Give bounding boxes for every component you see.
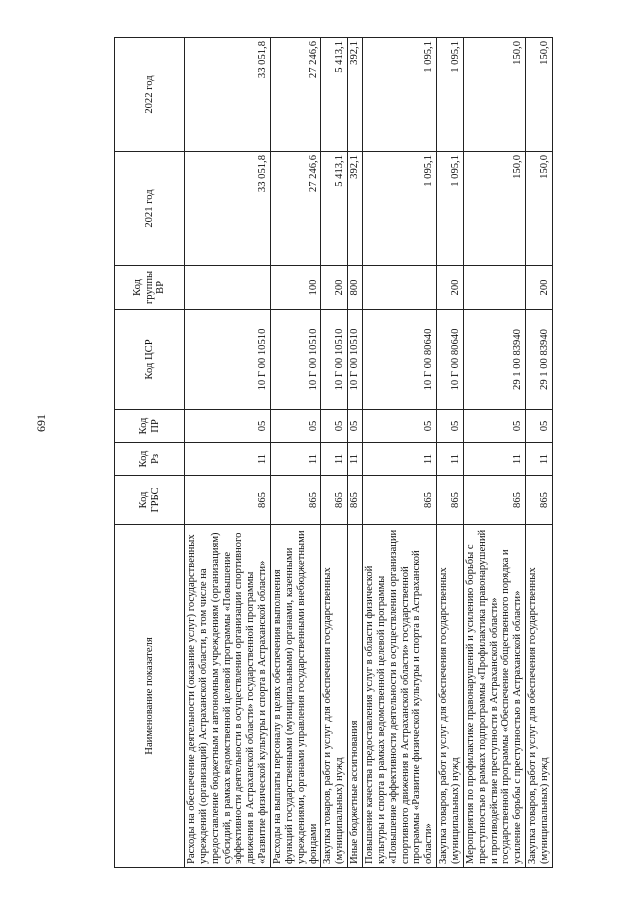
cell-y2021: 5 413,1 <box>321 152 348 266</box>
cell-rz: 11 <box>321 443 348 476</box>
cell-name: Закупка товаров, работ и услуг для обеспечения государственных (муниципальных) нужд <box>526 525 553 868</box>
cell-grbs: 865 <box>463 476 525 525</box>
table-row <box>437 38 464 868</box>
cell-pr: 05 <box>463 410 525 443</box>
cell-rz: 11 <box>363 443 437 476</box>
cell-grbs: 865 <box>185 476 271 525</box>
cell-y2021: 27 246,6 <box>271 152 321 266</box>
cell-pr: 05 <box>271 410 321 443</box>
header-name: Наименование показателя <box>115 525 185 868</box>
cell-csr: 10 Г 00 10510 <box>321 310 348 410</box>
cell-name: Расходы на обеспечение деятельности (оказание услуг) государственных учреждений (организаций) Астраханской области, в том числе на предоставление бюджетным и автономным учреждениям (организациям) субсидий, в рамках ведомственной целевой программы «Повышение эффективности деятельности в осуществлении организации спортивного движения в Астраханской области» государственной программы «Развитие физической культуры и спорта в Астраханской области» <box>185 525 271 868</box>
cell-name: Закупка товаров, работ и услуг для обеспечения государственных (муниципальных) нужд <box>437 525 464 868</box>
cell-grbs: 865 <box>348 476 363 525</box>
cell-name: Иные бюджетные ассигнования <box>348 525 363 868</box>
cell-y2022: 392,1 <box>348 38 363 152</box>
cell-csr: 10 Г 00 80640 <box>437 310 464 410</box>
table-row <box>271 38 321 868</box>
cell-pr: 05 <box>363 410 437 443</box>
cell-vr: 200 <box>437 266 464 310</box>
cell-grbs: 865 <box>363 476 437 525</box>
header-row <box>115 38 185 868</box>
header-2022: 2022 год <box>115 38 185 152</box>
budget-table <box>114 37 553 868</box>
cell-name: Мероприятия по профилактике правонарушений и усилению борьбы с преступностью в рамках подпрограммы «Профилактика правонарушений и противодействие преступности в Астраханской области» государственной программы «Обеспечение общественного порядка и усиление борьбы с преступностью в Астраханской области» <box>463 525 525 868</box>
cell-vr <box>463 266 525 310</box>
header-grbs: Код ГРБС <box>115 476 185 525</box>
cell-vr: 200 <box>526 266 553 310</box>
cell-grbs: 865 <box>271 476 321 525</box>
cell-y2022: 1 095,1 <box>437 38 464 152</box>
cell-y2021: 150,0 <box>526 152 553 266</box>
cell-y2021: 33 051,8 <box>185 152 271 266</box>
cell-y2021: 1 095,1 <box>363 152 437 266</box>
cell-grbs: 865 <box>526 476 553 525</box>
cell-vr <box>185 266 271 310</box>
cell-grbs: 865 <box>321 476 348 525</box>
cell-csr: 10 Г 00 10510 <box>348 310 363 410</box>
header-2021: 2021 год <box>115 152 185 266</box>
cell-y2021: 392,1 <box>348 152 363 266</box>
cell-rz: 11 <box>348 443 363 476</box>
cell-grbs: 865 <box>437 476 464 525</box>
cell-pr: 05 <box>526 410 553 443</box>
cell-y2022: 150,0 <box>463 38 525 152</box>
cell-pr: 05 <box>348 410 363 443</box>
cell-y2022: 150,0 <box>526 38 553 152</box>
cell-vr <box>363 266 437 310</box>
cell-pr: 05 <box>185 410 271 443</box>
table-row <box>526 38 553 868</box>
cell-vr: 100 <box>271 266 321 310</box>
cell-csr: 10 Г 00 10510 <box>185 310 271 410</box>
rotated-table-container <box>114 38 576 868</box>
table-row <box>463 38 525 868</box>
cell-y2022: 27 246,6 <box>271 38 321 152</box>
header-vr: Код группы ВР <box>115 266 185 310</box>
cell-rz: 11 <box>463 443 525 476</box>
header-csr: Код ЦСР <box>115 310 185 410</box>
table-row <box>363 38 437 868</box>
header-rz: Код Рз <box>115 443 185 476</box>
cell-csr: 29 1 00 83940 <box>463 310 525 410</box>
cell-rz: 11 <box>526 443 553 476</box>
cell-pr: 05 <box>321 410 348 443</box>
cell-y2022: 33 051,8 <box>185 38 271 152</box>
table-row <box>348 38 363 868</box>
cell-name: Закупка товаров, работ и услуг для обеспечения государственных (муниципальных) нужд <box>321 525 348 868</box>
cell-name: Расходы на выплаты персоналу в целях обеспечения выполнения функций государственными (муниципальными) органами, казенными учреждениями, органами управления государственными внебюджетными фондами <box>271 525 321 868</box>
cell-y2021: 1 095,1 <box>437 152 464 266</box>
cell-rz: 11 <box>271 443 321 476</box>
cell-name: Повышение качества предоставления услуг в области физической культуры и спорта в рамках ведомственной целевой программы «Повышение эффективности деятельности в осуществлении организации спортивного движения в Астраханской области» государственной программы «Развитие физической культуры и спорта в Астраханской области» <box>363 525 437 868</box>
header-pr: Код ПР <box>115 410 185 443</box>
cell-y2022: 1 095,1 <box>363 38 437 152</box>
cell-rz: 11 <box>437 443 464 476</box>
cell-y2022: 5 413,1 <box>321 38 348 152</box>
cell-csr: 10 Г 00 80640 <box>363 310 437 410</box>
cell-csr: 10 Г 00 10510 <box>271 310 321 410</box>
table-row <box>321 38 348 868</box>
cell-rz: 11 <box>185 443 271 476</box>
table-row <box>185 38 271 868</box>
cell-vr: 200 <box>321 266 348 310</box>
cell-y2021: 150,0 <box>463 152 525 266</box>
cell-pr: 05 <box>437 410 464 443</box>
cell-vr: 800 <box>348 266 363 310</box>
cell-csr: 29 1 00 83940 <box>526 310 553 410</box>
page-number: 691 <box>34 414 48 432</box>
